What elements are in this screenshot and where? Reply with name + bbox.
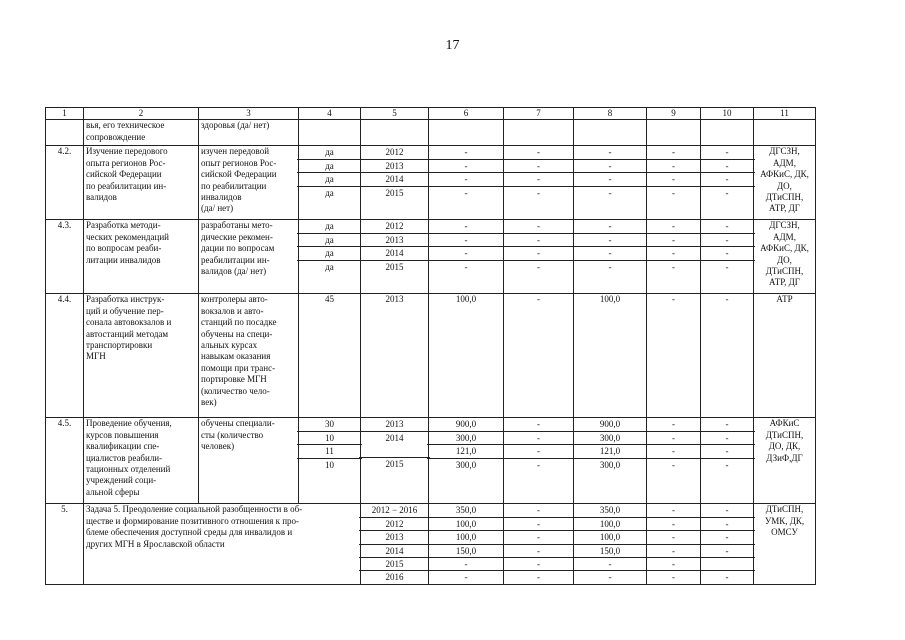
row-number: 4.3. xyxy=(46,220,84,294)
col-header: 5 xyxy=(361,108,429,120)
year: 2014 xyxy=(359,545,430,558)
funding-value: - xyxy=(572,160,648,173)
indicator-value: да xyxy=(297,173,362,186)
funding-value: - xyxy=(502,545,575,558)
funding-value: - xyxy=(699,220,755,233)
col-header: 11 xyxy=(754,108,816,120)
year: 2012 xyxy=(359,146,430,159)
funding-value: - xyxy=(537,459,540,470)
funding-value: - xyxy=(502,234,575,247)
funding-value: - xyxy=(699,160,755,173)
funding-value: - xyxy=(645,220,702,233)
year: 2015 xyxy=(385,261,404,272)
funding-value: 900,0 xyxy=(572,418,648,431)
funding-value: - xyxy=(645,173,702,186)
funding-value: - xyxy=(608,261,612,272)
year: 2013 xyxy=(359,234,430,247)
col-header: 9 xyxy=(647,108,701,120)
year: 2012 xyxy=(359,518,430,531)
funding-value: - xyxy=(572,220,648,233)
executors: ДГСЗН, АДМ, АФКиС, ДК, ДО, ДТиСПН, АТР, ДГ xyxy=(754,220,816,294)
year: 2012 xyxy=(359,220,430,233)
funding-value: - xyxy=(699,418,755,431)
funding-value: - xyxy=(572,146,648,159)
column-numbers-row xyxy=(46,108,816,120)
col-header: 2 xyxy=(84,108,199,120)
funding-value: - xyxy=(645,432,702,445)
funding-value: - xyxy=(427,558,505,571)
funding-value: - xyxy=(464,261,468,272)
table-row-4-5 xyxy=(46,418,816,504)
year: 2015 xyxy=(385,187,404,198)
funding-value: 100,0 xyxy=(572,531,648,544)
funding-value: - xyxy=(645,445,702,458)
funding-value: 300,0 xyxy=(572,432,648,445)
funding-value: - xyxy=(502,220,575,233)
measure-description: Проведение обучения, курсов повышения квалификации спе- циалистов реабили- тационных отделений учреждений соци- альной сферы xyxy=(84,418,199,504)
result-indicator: контролеры авто- вокзалов и авто- станций по посадке обучены на специ- альных курсах навыкам оказания помощи при транс- портировке МГН (количество чело- век) xyxy=(199,294,299,418)
col-header: 7 xyxy=(504,108,574,120)
funding-value: 100,0 xyxy=(572,518,648,531)
funding-value: - xyxy=(572,234,648,247)
funding-value: - xyxy=(645,531,702,544)
year: 2013 xyxy=(359,160,430,173)
task-description: Задача 5. Преодоление социальной разобщенности в об- ществе и формирование позитивного отношения к про- блеме обеспечения доступной среды для инвалидов и других МГН в Ярославской области xyxy=(84,504,361,584)
funding-value: - xyxy=(502,558,575,571)
funding-value: - xyxy=(427,220,505,233)
funding-value: - xyxy=(504,294,574,418)
funding-value: - xyxy=(725,187,729,198)
funding-value: - xyxy=(464,572,468,583)
funding-value: - xyxy=(464,187,468,198)
funding-value: - xyxy=(502,432,575,445)
continued-indicator: здоровья (да/ нет) xyxy=(199,120,299,146)
indicator-value: 45 xyxy=(299,294,361,418)
funding-value: 100,0 xyxy=(429,294,504,418)
funding-value xyxy=(699,558,755,571)
indicator-value: 11 xyxy=(297,445,362,458)
funding-value: - xyxy=(537,572,540,583)
indicator-value: да xyxy=(297,160,362,173)
funding-value: - xyxy=(645,247,702,260)
col-header: 3 xyxy=(199,108,299,120)
funding-value: 300,0 xyxy=(427,432,505,445)
funding-value: 350,0 xyxy=(427,504,505,517)
indicator-value: 10 xyxy=(325,459,334,470)
funding-value: 100,0 xyxy=(574,294,647,418)
row-number: 5. xyxy=(46,504,84,584)
year: 2013 xyxy=(359,418,430,431)
funding-value: - xyxy=(672,187,675,198)
result-indicator: изучен передовой опыт регионов Рос- сийской Федерации по реабилитации инвалидов (да/ нет) xyxy=(199,146,299,220)
year: 2015 xyxy=(359,558,430,571)
funding-value: - xyxy=(725,459,729,470)
funding-value: - xyxy=(701,294,754,418)
funding-value: - xyxy=(645,558,702,571)
measure-description: Разработка инструк- ций и обучение пер- сонала автовокзалов и автостанций методам транспортировки МГН xyxy=(84,294,199,418)
program-table xyxy=(45,107,816,585)
funding-value: - xyxy=(645,545,702,558)
col-header: 6 xyxy=(429,108,504,120)
indicator-value: 30 xyxy=(297,418,362,431)
funding-value: 900,0 xyxy=(427,418,505,431)
funding-value: - xyxy=(699,518,755,531)
funding-value: - xyxy=(572,558,648,571)
year: 2014 xyxy=(385,432,404,443)
indicator-value: да xyxy=(297,234,362,247)
funding-value: - xyxy=(502,160,575,173)
measure-description: Разработка методи- ческих рекомендаций по вопросам реаби- литации инвалидов xyxy=(84,220,199,294)
funding-value: - xyxy=(572,173,648,186)
year: 2015 xyxy=(385,458,404,469)
funding-value: - xyxy=(699,545,755,558)
table-row xyxy=(46,120,816,146)
table-row-5 xyxy=(46,504,816,584)
year: 2012 − 2016 xyxy=(359,504,430,517)
col-header: 4 xyxy=(299,108,361,120)
row-number: 4.4. xyxy=(46,294,84,418)
result-indicator: разработаны мето- дические рекомен- дации по вопросам реабилитации ин- валидов (да/ нет) xyxy=(199,220,299,294)
funding-value: 100,0 xyxy=(427,531,505,544)
col-header: 10 xyxy=(701,108,754,120)
funding-value: 300,0 xyxy=(455,459,477,470)
indicator-value: да xyxy=(325,187,334,198)
funding-value: - xyxy=(537,187,540,198)
funding-value: - xyxy=(502,247,575,260)
indicator-value: 10 xyxy=(297,432,362,445)
funding-value: - xyxy=(699,247,755,260)
funding-value: 100,0 xyxy=(427,518,505,531)
row-number: 4.2. xyxy=(46,146,84,220)
funding-value: - xyxy=(608,187,612,198)
funding-value: - xyxy=(645,160,702,173)
funding-value: - xyxy=(645,146,702,159)
continued-description: вья, его техническое сопровождение xyxy=(84,120,199,146)
funding-value: - xyxy=(537,261,540,272)
funding-value: - xyxy=(699,445,755,458)
executors: ДТиСПН, УМК, ДК, ОМСУ xyxy=(754,504,816,584)
funding-value: - xyxy=(699,173,755,186)
table-row-4-4 xyxy=(46,294,816,418)
funding-value: - xyxy=(699,531,755,544)
funding-value: - xyxy=(645,234,702,247)
row-number: 4.5. xyxy=(46,418,84,504)
indicator-value: да xyxy=(297,247,362,260)
executors: ДГСЗН, АДМ, АФКиС, ДК, ДО, ДТиСПН, АТР, ДГ xyxy=(754,146,816,220)
col-header: 8 xyxy=(574,108,647,120)
funding-value: 121,0 xyxy=(427,445,505,458)
page-number: 17 xyxy=(445,38,460,53)
measure-description: Изучение передового опыта регионов Рос- сийской Федерации по реабилитации ин- валидов xyxy=(84,146,199,220)
funding-value: 150,0 xyxy=(572,545,648,558)
funding-value: 150,0 xyxy=(427,545,505,558)
funding-value: - xyxy=(502,418,575,431)
funding-value: 300,0 xyxy=(599,459,621,470)
funding-value: - xyxy=(427,173,505,186)
year: 2013 xyxy=(359,531,430,544)
executors: АФКиС ДТиСПН, ДО, ДК, ДЗиФ,ДГ xyxy=(754,418,816,504)
indicator-value: да xyxy=(325,261,334,272)
funding-value: - xyxy=(645,518,702,531)
funding-value: - xyxy=(502,173,575,186)
funding-value: - xyxy=(502,146,575,159)
year: 2014 xyxy=(359,173,430,186)
funding-value: - xyxy=(427,247,505,260)
result-indicator: обучены специали- сты (количество человек) xyxy=(199,418,299,504)
funding-value: - xyxy=(672,261,675,272)
funding-value: - xyxy=(572,247,648,260)
funding-value: - xyxy=(699,146,755,159)
funding-value: - xyxy=(699,432,755,445)
funding-value: - xyxy=(699,504,755,517)
funding-value: - xyxy=(427,234,505,247)
table-row-4-2 xyxy=(46,146,816,220)
funding-value: - xyxy=(502,518,575,531)
table-row-4-3 xyxy=(46,220,816,294)
funding-value: - xyxy=(647,294,701,418)
funding-value: - xyxy=(645,504,702,517)
funding-value: - xyxy=(427,160,505,173)
funding-value: - xyxy=(725,572,729,583)
funding-value: - xyxy=(645,418,702,431)
executors: АТР xyxy=(754,294,816,418)
funding-value: - xyxy=(427,146,505,159)
year: 2013 xyxy=(361,294,429,418)
funding-value: - xyxy=(502,445,575,458)
col-header: 1 xyxy=(46,108,84,120)
funding-value: - xyxy=(608,572,612,583)
funding-value: - xyxy=(502,504,575,517)
indicator-value: да xyxy=(297,146,362,159)
funding-value: - xyxy=(725,261,729,272)
year: 2016 xyxy=(385,572,404,583)
funding-value: - xyxy=(699,234,755,247)
funding-value: - xyxy=(672,572,675,583)
funding-value: 350,0 xyxy=(572,504,648,517)
funding-value: 121,0 xyxy=(572,445,648,458)
funding-value: - xyxy=(502,531,575,544)
funding-value: - xyxy=(672,459,675,470)
indicator-value: да xyxy=(297,220,362,233)
year: 2014 xyxy=(359,247,430,260)
